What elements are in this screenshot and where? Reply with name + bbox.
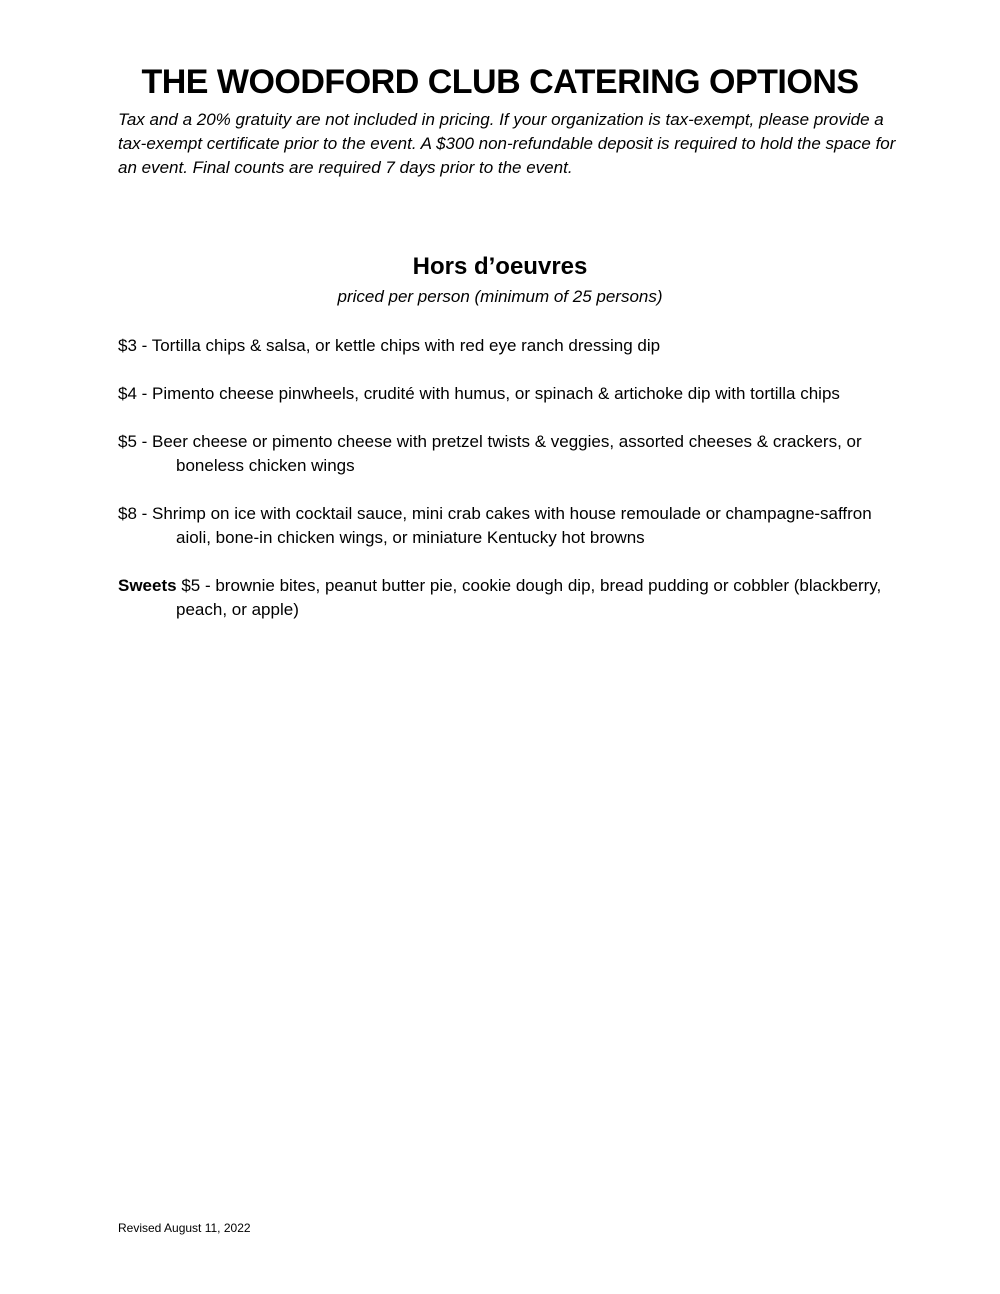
pricing-notice: Tax and a 20% gratuity are not included in pricing. If your organization is tax-exempt, please provide a tax-exempt certificate prior to the event. A $300 non-refundable deposit is required to hold the space for an event. Final counts are required 7 days prior to the event. xyxy=(118,110,896,177)
menu-item-list xyxy=(118,334,888,646)
menu-item xyxy=(118,382,888,406)
menu-item xyxy=(118,502,888,550)
menu-item-sweets xyxy=(118,574,888,622)
revision-date: Revised August 11, 2022 xyxy=(118,1221,251,1235)
menu-item-text: $4 - Pimento cheese pinwheels, crudité with humus, or spinach & artichoke dip with tortilla chips xyxy=(118,384,840,403)
section-title: Hors d’oeuvres xyxy=(412,253,588,280)
menu-item-text: $5 - brownie bites, peanut butter pie, cookie dough dip, bread pudding or cobbler (blackberry, peach, or apple) xyxy=(176,576,882,619)
menu-item-text: $8 - Shrimp on ice with cocktail sauce, mini crab cakes with house remoulade or champagne-saffron aioli, bone-in chicken wings, or miniature Kentucky hot browns xyxy=(118,504,872,547)
page-title: THE WOODFORD CLUB CATERING OPTIONS xyxy=(141,63,859,101)
menu-item-text: $3 - Tortilla chips & salsa, or kettle chips with red eye ranch dressing dip xyxy=(118,336,661,355)
menu-item xyxy=(118,430,888,478)
menu-item-label: Sweets xyxy=(118,576,177,595)
menu-item xyxy=(118,334,888,358)
menu-item-text: $5 - Beer cheese or pimento cheese with pretzel twists & veggies, assorted cheeses & crackers, or boneless chicken wings xyxy=(118,432,862,475)
section-subtitle: priced per person (minimum of 25 persons) xyxy=(337,287,663,306)
